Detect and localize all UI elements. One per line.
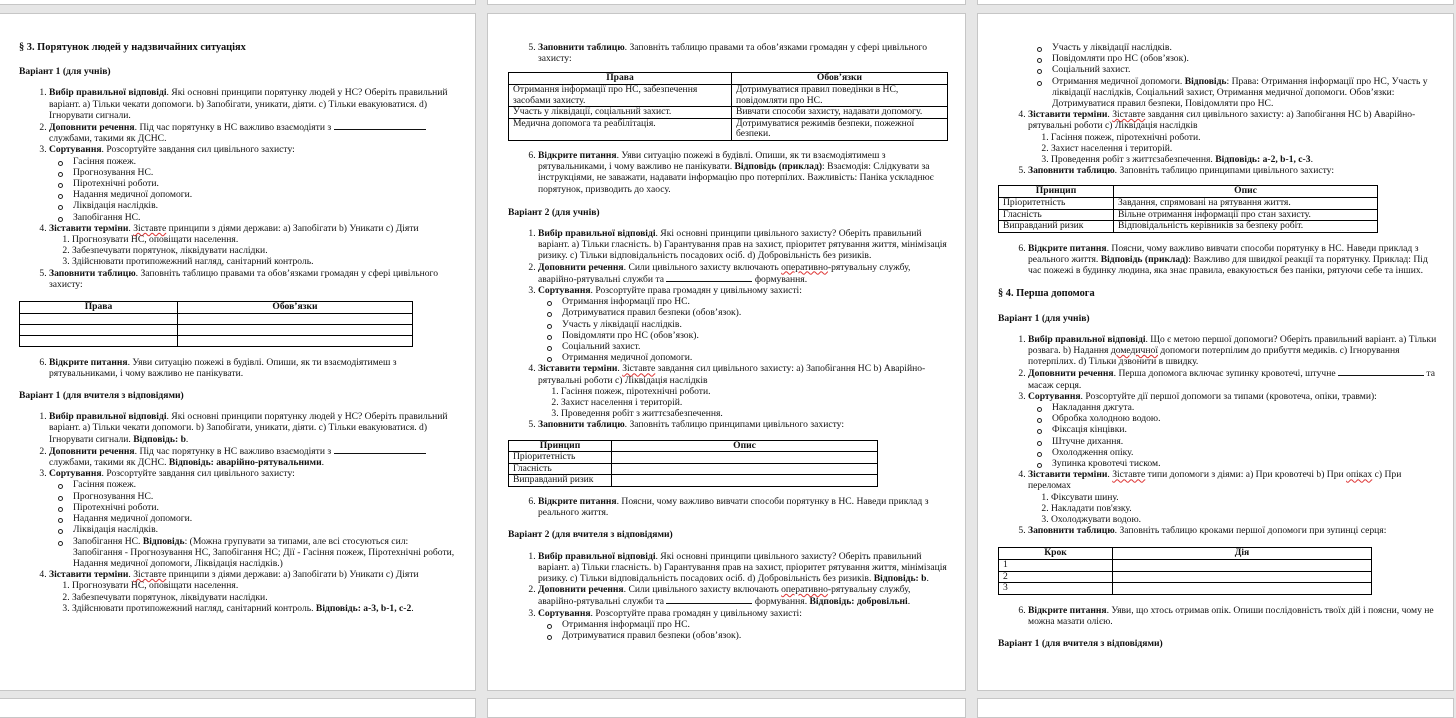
table-cell: Пріоритетність	[999, 198, 1114, 210]
answer: : (Можна групувати за типами, але всі стосуються сил: Запобігання - Прогнозування НС, Запобігання НС; Дії - Гасіння пожеж, Піротехнічні роботи, Надання медичної допомоги, Ліквідація наслідків.)	[73, 535, 455, 569]
numbered-sublist	[1028, 132, 1437, 166]
question-item: 4. Зіставити терміни. Зіставте завдання сил цивільного захисту: a) Запобігання НС b) Аварійно-рятувальні роботи c) Ліквідація наслідків 1. Гасіння пожеж, піротехнічні роботи. 2. Захист населення і територій. 3. Проведення робіт з життєзабезпечення. Відповідь: a-2, b-1, c-3.	[1028, 109, 1437, 165]
rights-duties-table	[508, 72, 948, 141]
question-label: Доповнити речення	[538, 261, 624, 273]
question-list	[998, 42, 1437, 109]
first-aid-steps-table	[998, 547, 1372, 594]
question-item: 6. Відкрите питання. Уяви, що хтось отримав опік. Опиши послідовність твоїх дій і поясни, чому не можна мазати олією.	[1028, 605, 1437, 627]
table-cell[interactable]: Медична допомога та реабілітація.	[509, 118, 732, 140]
question-label: Відкрите питання	[1028, 242, 1107, 254]
table-row	[999, 560, 1372, 572]
list-item: 2. Забезпечувати порятунок, ліквідувати наслідки.	[72, 245, 459, 256]
question-list	[998, 334, 1437, 537]
question-item: 3. Сортування. Розсортуйте права громадян у цивільному захисті: Отримання інформації про НС. Дотримуватися правил безпеки (обов’язок).	[538, 608, 949, 642]
principles-table	[998, 185, 1378, 232]
table-cell[interactable]: Участь у ліквідації, соціальний захист.	[509, 107, 732, 119]
question-label: Сортування	[1028, 390, 1081, 402]
answer: Відповідь: b	[873, 573, 927, 585]
question-item: 6. Відкрите питання. Поясни, чому важливо вивчати способи порятунку в НС. Наведи приклад з реального життя. Відповідь (приклад): Важливо для швидкої реакції та порятунку. Приклад: Під час пожежі в будинку людина, яка знає правила, евакуюється без паніки, рятуючи себе та інших.	[1028, 243, 1437, 277]
question-list	[508, 496, 949, 518]
list-item: Ліквідація наслідків.	[73, 524, 459, 535]
question-list	[508, 551, 949, 642]
variant-title: Варіант 2 (для вчителя з відповідями)	[508, 529, 673, 541]
question-item: 2. Доповнити речення. Сили цивільного захисту включають оперативно-рятувальну службу, аварійно-рятувальні служби та формування. Відповідь: добровільні.	[538, 584, 949, 607]
table-row	[509, 107, 948, 119]
answer: : Взаємодія: Слідкувати за інструкціями, не заважати, надавати інформацію про потерпілих. Важливість: Паніка ускладнює порятунок, призводить до хаосу.	[538, 161, 934, 195]
previous-page-edge	[0, 0, 476, 5]
question-label: Зіставити терміни	[1028, 109, 1108, 121]
table-cell: 3	[999, 583, 1113, 595]
list-item: Зупинка кровотечі тиском.	[1052, 458, 1437, 469]
fill-blank	[666, 273, 752, 282]
spellcheck-word[interactable]: Зіставте	[1112, 109, 1146, 121]
list-item: 1. Гасіння пожеж, піротехнічні роботи.	[561, 386, 949, 397]
table-cell: Виправданий ризик	[999, 221, 1114, 233]
list-item: Повідомляти про НС (обов’язок).	[1052, 53, 1437, 64]
list-item: 3. Проведення робіт з життєзабезпечення.	[561, 408, 949, 419]
question-label: Заповнити таблицю	[1028, 165, 1115, 177]
numbered-sublist	[538, 386, 949, 420]
question-list	[508, 150, 949, 195]
fill-blank	[334, 445, 426, 454]
table-row	[509, 475, 878, 487]
table-row	[999, 209, 1378, 221]
list-item: 3. Охолоджувати водою.	[1051, 514, 1437, 525]
table-header: Опис	[1114, 186, 1378, 198]
question-label: Доповнити речення	[1028, 368, 1114, 380]
list-item: 1. Фіксувати шину.	[1051, 492, 1437, 503]
table-row	[999, 583, 1372, 595]
question-item: 1. Вибір правильної відповіді. Які основні принципи цивільного захисту? Оберіть правильний варіант. a) Тільки гласність. b) Гарантування прав на захист, пріоритет рятування життя, мінімізація ризику. c) Тільки відповідальність посадових осіб. d) Добровільність без ризиків.	[538, 228, 949, 262]
list-item: Ліквідація наслідків.	[73, 200, 459, 211]
question-item: 4. Зіставити терміни. Зіставте завдання сил цивільного захисту: a) Запобігання НС b) Аварійно-рятувальні роботи c) Ліквідація наслідків 1. Гасіння пожеж, піротехнічні роботи. 2. Захист населення і територій. 3. Проведення робіт з життєзабезпечення.	[538, 363, 949, 419]
table-row	[509, 463, 878, 475]
question-item: 5. Заповнити таблицю. Заповніть таблицю кроками першої допомоги при зупинці серця:	[1028, 525, 1437, 536]
list-item: Отримання медичної допомоги.	[562, 352, 949, 363]
section-title: § 4. Перша допомога	[998, 288, 1095, 300]
question-label: Відкрите питання	[538, 496, 617, 508]
spellcheck-word[interactable]: Зіставте	[622, 363, 656, 375]
list-item: Охолодження опіку.	[1052, 447, 1437, 458]
question-item: 5. Заповнити таблицю. Заповніть таблицю принципами цивільного захисту:	[1028, 165, 1437, 176]
table-cell: 2	[999, 571, 1113, 583]
rights-duties-table	[19, 301, 413, 347]
question-item: 4. Зіставити терміни. Зіставте типи допомоги з діями: a) При кровотечі b) При опіках c) При переломах 1. Фіксувати шину. 2. Накладати пов'язку. 3. Охолоджувати водою.	[1028, 469, 1437, 525]
question-list	[19, 357, 459, 379]
question-label: Заповнити таблицю	[49, 267, 136, 279]
question-list	[998, 109, 1437, 176]
table-cell[interactable]: Дотримуватися режимів безпеки, пожежної безпеки.	[732, 118, 948, 140]
numbered-sublist	[49, 580, 459, 614]
table-row	[509, 452, 878, 464]
list-item: Отримання інформації про НС.	[562, 296, 949, 307]
table-cell: Гласність	[999, 209, 1114, 221]
table-cell: Виправданий ризик	[509, 475, 612, 487]
question-label: Вибір правильної відповіді	[538, 227, 656, 239]
list-item: 1. Прогнозувати НС, оповіщати населення.	[72, 580, 459, 591]
question-item: 3. Сортування. Розсортуйте права громадян у цивільному захисті: Отримання інформації про НС. Дотримуватися правил безпеки (обов’язок). Участь у ліквідації наслідків. Повідомляти про НС (обов’язок). Соціальний захист. Отримання медичної допомоги.	[538, 285, 949, 363]
table-header: Обов’язки	[178, 302, 413, 314]
spellcheck-word[interactable]: домедичної	[1110, 345, 1158, 357]
question-label: Зіставити терміни	[1028, 469, 1108, 481]
table-cell: 1	[999, 560, 1113, 572]
table-cell[interactable]	[20, 313, 178, 324]
table-header: Обов’язки	[732, 73, 948, 85]
variant-title: Варіант 2 (для учнів)	[508, 206, 600, 218]
answer: Відповідь: добровільні	[809, 596, 908, 608]
table-cell[interactable]	[178, 324, 413, 335]
list-item: 1. Гасіння пожеж, піротехнічні роботи.	[1051, 132, 1437, 143]
list-item: Надання медичної допомоги.	[73, 513, 459, 524]
table-row	[20, 313, 413, 324]
table-row	[509, 118, 948, 140]
answer: : Важливо для швидкої реакції та порятунку. Приклад: Під час пожежі в будинку людина, яка знає правила, евакуюється без паніки, рятуючи себе та інших.	[1028, 254, 1428, 277]
question-label: Відкрите питання	[1028, 604, 1107, 616]
fill-blank	[1338, 367, 1424, 376]
fill-blank	[666, 595, 752, 604]
table-cell[interactable]	[612, 452, 878, 464]
question-label: Заповнити таблицю	[538, 42, 625, 53]
list-item: Запобігання НС.	[73, 212, 459, 223]
question-list	[998, 605, 1437, 627]
table-cell[interactable]: Вільне отримання інформації про стан захисту.	[1114, 209, 1378, 221]
table-header: Дія	[1113, 548, 1372, 560]
bullet-list	[49, 156, 459, 223]
list-item: 3. Здійснювати протипожежний нагляд, санітарний контроль.	[72, 256, 459, 267]
list-item: Отримання медичної допомоги. Відповідь: Права: Отримання інформації про НС, Участь у ліквідації наслідків, Соціальний захист, Отримання медичної допомоги. Обов’язки: Дотримуватися правил безпеки, Повідомляти про НС.	[1052, 76, 1437, 110]
question-text: . Які основні принципи порятунку людей у НС? Оберіть правильний варіант. a) Тільки чекати допомоги. b) Запобігати, уникати, діяти. c) Тільки евакуюватися. d) Ігнорувати сигнали.	[49, 87, 448, 121]
list-item: 3. Здійснювати протипожежний нагляд, санітарний контроль. Відповідь: a-3, b-1, c-2.	[72, 603, 459, 614]
variant-title: Варіант 1 (для вчителя з відповідями)	[19, 390, 184, 402]
question-list	[19, 87, 459, 290]
table-cell: Пріоритетність	[509, 452, 612, 464]
table-row	[509, 85, 948, 107]
table-cell[interactable]: Дотримуватися правил поведінки в НС, повідомляти про НС.	[732, 85, 948, 107]
spellcheck-word[interactable]: Зіставте	[133, 569, 167, 581]
list-item: Дотримуватися правил безпеки (обов’язок).	[562, 630, 949, 641]
fill-blank	[334, 121, 426, 130]
table-header: Права	[20, 302, 178, 314]
table-header: Принцип	[999, 186, 1114, 198]
spellcheck-word[interactable]: опіках	[1346, 469, 1373, 481]
list-item: Штучне дихання.	[1052, 436, 1437, 447]
list-item: Соціальний захист.	[1052, 64, 1437, 75]
list-item: 2. Накладати пов'язку.	[1051, 503, 1437, 514]
document-page-1	[0, 13, 476, 691]
question-item: 4. Зіставити терміни. Зіставте принципи з діями держави: a) Запобігати b) Уникати c) Діяти 1. Прогнозувати НС, оповіщати населення. 2. Забезпечувати порятунок, ліквідувати наслідки. 3. Здійснювати протипожежний нагляд, санітарний контроль. Відповідь: a-3, b-1, c-2.	[49, 569, 459, 614]
answer: Відповідь: аварійно-рятувальними	[168, 457, 322, 469]
next-page-edge	[0, 698, 476, 718]
list-item: Соціальний захист.	[562, 341, 949, 352]
list-item: Піротехнічні роботи.	[73, 502, 459, 513]
document-page-2	[487, 13, 966, 691]
table-cell[interactable]: Відповідальність керівників за безпеку робіт.	[1114, 221, 1378, 233]
question-label: Зіставити терміни	[49, 222, 129, 234]
question-label: Вибір правильної відповіді	[1028, 333, 1146, 345]
list-item: Піротехнічні роботи.	[73, 178, 459, 189]
question-item: 3. Сортування. Розсортуйте завдання сил цивільного захисту: Гасіння пожеж. Прогнозування НС. Піротехнічні роботи. Надання медичної допомоги. Ліквідація наслідків. Запобігання НС.	[49, 144, 459, 222]
table-cell[interactable]	[20, 324, 178, 335]
table-header: Крок	[999, 548, 1113, 560]
question-label: Сортування	[538, 285, 591, 296]
spellcheck-word[interactable]: оперативно	[781, 261, 828, 273]
question-list	[998, 243, 1437, 277]
question-label: Відкрите питання	[538, 149, 617, 161]
table-row	[999, 221, 1378, 233]
table-cell[interactable]	[612, 463, 878, 475]
question-label: Доповнити речення	[49, 122, 135, 134]
question-item: 6. Відкрите питання. Поясни, чому важливо вивчати способи порятунку в НС. Наведи приклад з реального життя.	[538, 496, 949, 518]
question-item: 1. Вибір правильної відповіді. Що є метою першої допомоги? Оберіть правильний варіант. a) Тільки розвага. b) Надання домедичної допомоги потерпілим до прибуття медиків. c) Ігнорування потерпілих. d) Тільки дзвонити в швидку.	[1028, 334, 1437, 368]
question-list	[508, 42, 949, 64]
question-item: 4. Зіставити терміни. Зіставте принципи з діями держави: a) Запобігати b) Уникати c) Діяти 1. Прогнозувати НС, оповіщати населення. 2. Забезпечувати порятунок, ліквідувати наслідки. 3. Здійснювати протипожежний нагляд, санітарний контроль.	[49, 223, 459, 268]
question-item: 3. Сортування. Розсортуйте завдання сил цивільного захисту: Гасіння пожеж. Прогнозування НС. Піротехнічні роботи. Надання медичної допомоги. Ліквідація наслідків. Запобігання НС. Відповідь: (Можна групувати за типами, але всі стосуються сил: Запобігання - Прогнозування НС, Запобігання НС; Дії - Гасіння пожеж, Піротехнічні роботи, Надання медичної допомоги, Ліквідація наслідків.)	[49, 468, 459, 569]
numbered-sublist	[49, 234, 459, 268]
table-row	[20, 324, 413, 335]
table-cell[interactable]	[178, 335, 413, 346]
question-item: 1. Вибір правильної відповіді. Які основні принципи цивільного захисту? Оберіть правильний варіант. a) Тільки гласність. b) Гарантування прав на захист, пріоритет рятування життя, мінімізація ризику. c) Тільки відповідальність посадових осіб. d) Добровільність без ризиків. Відповідь: b.	[538, 551, 949, 585]
question-label: Заповнити таблицю	[1028, 525, 1115, 537]
table-row	[999, 198, 1378, 210]
list-item: Участь у ліквідації наслідків.	[562, 319, 949, 330]
answer: Відповідь: b	[133, 433, 186, 445]
list-item: 2. Захист населення і територій.	[1051, 143, 1437, 154]
list-item: Отримання інформації про НС.	[562, 619, 949, 630]
list-item: Фіксація кінцівки.	[1052, 424, 1437, 435]
table-row	[20, 335, 413, 346]
list-item: Повідомляти про НС (обов’язок).	[562, 330, 949, 341]
question-item	[49, 87, 459, 121]
list-item: 3. Проведення робіт з життєзабезпечення. Відповідь: a-2, b-1, c-3.	[1051, 154, 1437, 165]
table-cell[interactable]	[20, 335, 178, 346]
question-item: 3. Сортування. Розсортуйте дії першої допомоги за типами (кровотеча, опіки, травми): Накладання джгута. Обробка холодною водою. Фіксація кінцівки. Штучне дихання. Охолодження опіку. Зупинка кровотечі тиском.	[1028, 391, 1437, 469]
table-header: Принцип	[509, 440, 612, 452]
question-item: 2. Доповнити речення. Під час порятунку в НС важливо взаємодіяти з службами, такими як ДСНС.	[49, 121, 459, 144]
list-item: Надання медичної допомоги.	[73, 189, 459, 200]
spellcheck-word[interactable]: оперативно	[781, 584, 828, 596]
question-label: Відкрите питання	[49, 356, 128, 368]
list-item: Прогнозування НС.	[73, 491, 459, 502]
list-item: Запобігання НС. Відповідь: (Можна групувати за типами, але всі стосуються сил: Запобігання - Прогнозування НС, Запобігання НС; Дії - Гасіння пожеж, Піротехнічні роботи, Надання медичної допомоги, Ліквідація наслідків.)	[73, 536, 459, 570]
list-item: 2. Захист населення і територій.	[561, 397, 949, 408]
question-label: Вибір правильної відповіді	[49, 87, 167, 99]
table-row	[999, 571, 1372, 583]
list-item: Обробка холодною водою.	[1052, 413, 1437, 424]
table-cell[interactable]	[178, 313, 413, 324]
question-item: 5. Заповнити таблицю. Заповніть таблицю правами та обов’язками громадян у сфері цивільного захисту:	[538, 42, 949, 64]
bullet-list	[538, 619, 949, 641]
bullet-list	[1028, 402, 1437, 469]
variant-title: Варіант 1 (для учнів)	[19, 66, 111, 78]
list-item: Дотримуватися правил безпеки (обов’язок).	[562, 307, 949, 318]
question-item: 2. Доповнити речення. Під час порятунку в НС важливо взаємодіяти з службами, такими як ДСНС. Відповідь: аварійно-рятувальними.	[49, 445, 459, 468]
list-item: Прогнозування НС.	[73, 167, 459, 178]
next-page-edge	[487, 698, 966, 718]
variant-title: Варіант 1 (для вчителя з відповідями)	[998, 638, 1163, 650]
table-cell[interactable]	[1113, 560, 1372, 572]
spellcheck-word[interactable]: Зіставте	[133, 222, 167, 234]
variant-title: Варіант 1 (для учнів)	[998, 312, 1090, 324]
question-label: Сортування	[49, 144, 102, 156]
question-label: Зіставити терміни	[538, 363, 618, 375]
bullet-list	[49, 479, 459, 569]
table-cell: Гласність	[509, 463, 612, 475]
table-cell[interactable]	[612, 475, 878, 487]
answer: Відповідь: a-3, b-1, c-2	[315, 602, 412, 614]
table-header: Права	[509, 73, 732, 85]
answer: Відповідь: a-2, b-1, c-3	[1215, 154, 1311, 166]
question-item: 5. Заповнити таблицю. Заповніть таблицю принципами цивільного захисту:	[538, 419, 949, 430]
list-item: Участь у ліквідації наслідків.	[1052, 42, 1437, 53]
table-cell[interactable]	[1113, 571, 1372, 583]
table-cell[interactable]: Вивчати способи захисту, надавати допомогу.	[732, 107, 948, 119]
question-item: 6. Відкрите питання. Уяви ситуацію пожежі в будівлі. Опиши, як ти взаємодіятимеш з рятувальниками, і чому важливо не панікувати. Відповідь (приклад): Взаємодія: Слідкувати за інструкціями, не заважати, надавати інформацію про потерпілих. Важливість: Паніка ускладнює порятунок, призводить до хаосу.	[538, 150, 949, 195]
question-item: 5. Заповнити таблицю. Заповніть таблицю правами та обов’язками громадян у сфері цивільного захисту:	[49, 268, 459, 290]
question-item: 1. Вибір правильної відповіді. Які основні принципи порятунку людей у НС? Оберіть правильний варіант. a) Тільки чекати допомоги. b) Запобігати, уникати, діяти. c) Тільки евакуюватися. d) Ігнорувати сигнали. Відповідь: b.	[49, 411, 459, 445]
question-label: Заповнити таблицю	[538, 419, 625, 431]
table-cell[interactable]	[1113, 583, 1372, 595]
list-item: Гасіння пожеж.	[73, 156, 459, 167]
question-list	[508, 228, 949, 431]
question-item: 2. Доповнити речення. Сили цивільного захисту включають оперативно-рятувальну службу, аварійно-рятувальні служби та формування.	[538, 262, 949, 285]
table-cell[interactable]: Завдання, спрямовані на рятування життя.	[1114, 198, 1378, 210]
table-header: Опис	[612, 440, 878, 452]
question-item: 2. Доповнити речення. Перша допомога включає зупинку кровотечі, штучне та масаж серця.	[1028, 367, 1437, 390]
next-page-edge	[977, 698, 1454, 718]
answer: : Права: Отримання інформації про НС, Участь у ліквідації наслідків, Соціальний захист, Отримання медичної допомоги. Обов’язки: Дотримуватися правил безпеки, Повідомляти про НС.	[1052, 75, 1428, 110]
list-item: 2. Забезпечувати порятунок, ліквідувати наслідки.	[72, 592, 459, 603]
list-item: Гасіння пожеж.	[73, 479, 459, 490]
table-cell[interactable]: Отримання інформації про НС, забезпечення засобами захисту.	[509, 85, 732, 107]
numbered-sublist	[1028, 492, 1437, 526]
list-item: Накладання джгута.	[1052, 402, 1437, 413]
bullet-list	[538, 296, 949, 363]
question-list	[19, 411, 459, 614]
question-item: 6. Відкрите питання. Уяви ситуацію пожежі в будівлі. Опиши, як ти взаємодіятимеш з рятувальниками, і чому важливо не панікувати.	[49, 357, 459, 379]
section-title: § 3. Порятунок людей у надзвичайних ситуаціях	[19, 42, 246, 53]
bullet-list	[1028, 42, 1437, 109]
spellcheck-word[interactable]: Зіставте	[1112, 469, 1146, 481]
list-item: 1. Прогнозувати НС, оповіщати населення.	[72, 234, 459, 245]
previous-page-edge	[977, 0, 1454, 5]
previous-page-edge	[487, 0, 966, 5]
document-page-3	[977, 13, 1454, 691]
principles-table	[508, 440, 878, 487]
